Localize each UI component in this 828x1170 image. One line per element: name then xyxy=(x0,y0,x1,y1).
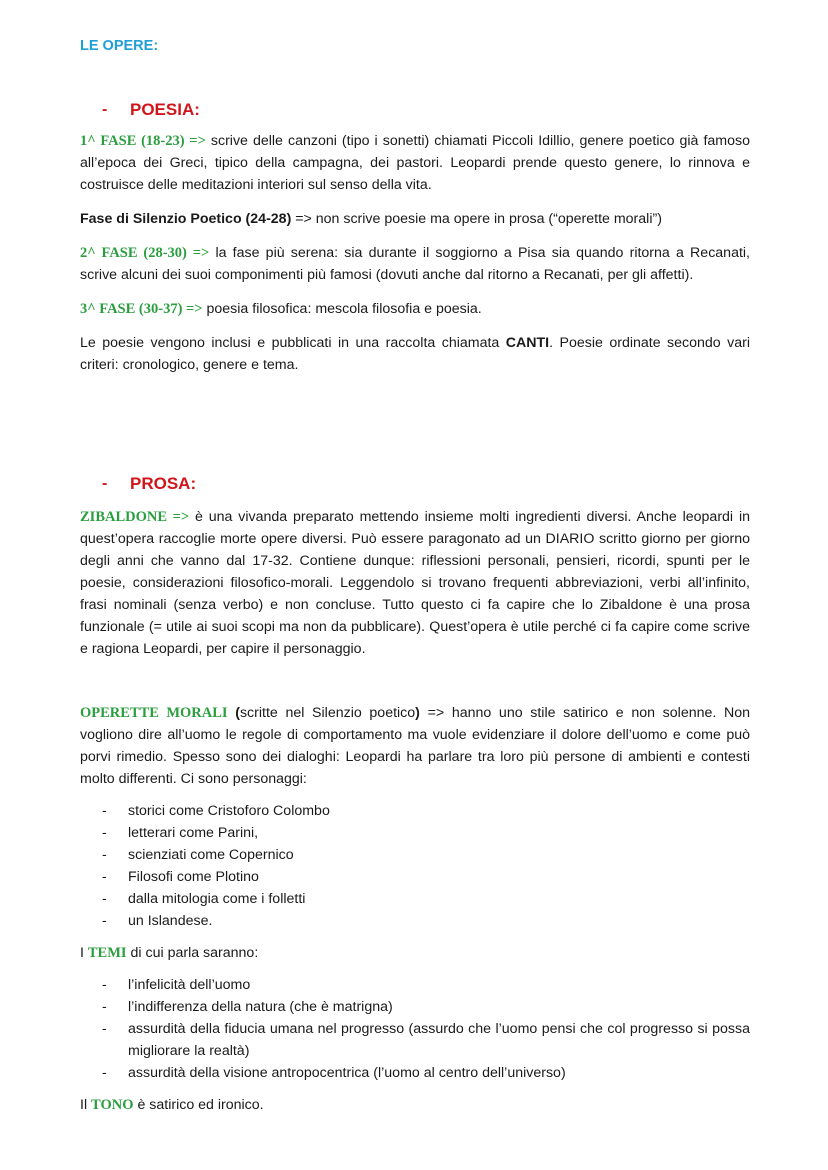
operette-label: OPERETTE MORALI xyxy=(80,705,228,721)
list-item-text: storici come Cristoforo Colombo xyxy=(128,803,330,819)
paragraph-operette xyxy=(80,702,750,790)
paragraph-tono xyxy=(80,1094,750,1116)
fase2-label: 2^ FASE (28-30) => xyxy=(80,245,210,261)
list-item: - l’indifferenza della natura (che è matrigna) xyxy=(80,996,750,1018)
zibaldone-text: è una vivanda preparato mettendo insieme molti ingredienti diversi. Anche leopardi in quest’opera raccoglie morte opere diversi. Può essere paragonato ad un DIARIO scritto giorno per giorno degli anni che vanno dal 17-32. Contiene dunque: riflessioni personali, pensieri, ricordi, spunti per le poesie, considerazioni filosofico-morali. Leggendolo si trovano frequenti abbreviazioni, verbi all’infinito, frasi nominali (senza verbo) e non concluse. Tutto questo ci fa capire che lo Zibaldone è una prosa funzionale (= utile ai suoi scopi ma non da pubblicare). Quest’opera è utile perché ci fa capire come scrive e ragiona Leopardi, per capire il personaggio. xyxy=(80,509,750,657)
list-item: - assurdità della visione antropocentrica (l’uomo al centro dell’universo) xyxy=(80,1062,750,1084)
list-item-text: assurdità della fiducia umana nel progresso (assurdo che l’uomo pensi che col progresso si possa migliorare la realtà) xyxy=(128,1021,750,1059)
paragraph-canti xyxy=(80,332,750,376)
list-item-text: l’indifferenza della natura (che è matrigna) xyxy=(128,999,393,1015)
list-item: - assurdità della fiducia umana nel progresso (assurdo che l’uomo pensi che col progresso si possa migliorare la realtà) xyxy=(80,1018,750,1062)
operette-paren-text: scritte nel Silenzio poetico xyxy=(239,705,416,721)
list-item-text: un Islandese. xyxy=(128,913,213,929)
list-item-text: scienziati come Copernico xyxy=(128,847,294,863)
paragraph-fase2 xyxy=(80,242,750,286)
temi-post: di cui parla saranno: xyxy=(126,945,259,961)
canti-post: . Poesie ordinate secondo vari criteri: cronologico, genere e tema. xyxy=(80,335,750,373)
fase2-text: la fase più serena: sia durante il soggiorno a Pisa sia quando ritorna a Recanati, scrive alcuni dei suoi componimenti più famosi (dovuti anche dal ritorno a Recanati, per gli affetti). xyxy=(80,245,750,283)
paragraph-fase3 xyxy=(80,298,750,320)
paragraph-temi xyxy=(80,942,750,964)
silenzio-text: => non scrive poesie ma opere in prosa (“operette morali”) xyxy=(291,211,662,227)
section-dash: - xyxy=(102,475,108,492)
list-item: - l’infelicità dell’uomo xyxy=(80,974,750,996)
tono-pre: Il xyxy=(80,1097,92,1113)
temi-pre: I xyxy=(80,945,88,961)
paragraph-fase1 xyxy=(80,130,750,196)
list-item-text: l’infelicità dell’uomo xyxy=(128,977,251,993)
list-item: - dalla mitologia come i folletti xyxy=(80,888,750,910)
list-item-text: assurdità della visione antropocentrica (l’uomo al centro dell’universo) xyxy=(128,1065,566,1081)
section-heading-prosa xyxy=(102,474,750,494)
list-item-text: letterari come Parini, xyxy=(128,825,259,841)
tono-label: TONO xyxy=(91,1097,134,1113)
tono-post: è satirico ed ironico. xyxy=(133,1097,264,1113)
operette-text: => hanno uno stile satirico e non solenne. Non vogliono dire all’uomo le regole di comportamento ma vuole evidenziare il dolore dell’uomo e come può porvi rimedio. Spesso sono dei dialoghi: Leopardi ha parlare tra loro più persone di ambienti e contesti molto differenti. Ci sono personaggi: xyxy=(80,705,751,787)
list-item: - Filosofi come Plotino xyxy=(80,866,750,888)
fase3-label: 3^ FASE (30-37) => xyxy=(80,301,203,317)
paragraph-zibaldone xyxy=(80,506,750,660)
canti-bold: CANTI xyxy=(505,335,550,351)
list-temi xyxy=(80,974,750,1084)
section-title: POESIA: xyxy=(130,100,200,119)
fase3-text: poesia filosofica: mescola filosofia e poesia. xyxy=(202,301,482,317)
silenzio-label: Fase di Silenzio Poetico (24-28) xyxy=(80,211,292,227)
fase1-text: scrive delle canzoni (tipo i sonetti) chiamati Piccoli Idillio, genere poetico già famoso all’epoca dei Greci, tipico della campagna, dei pastori. Leopardi prende questo genere, lo rinnova e costruisce delle meditazioni interiori sul senso della vita. xyxy=(80,133,750,193)
paragraph-silenzio xyxy=(80,208,750,230)
section-dash: - xyxy=(102,101,108,118)
section-title: PROSA: xyxy=(130,474,197,493)
list-personaggi xyxy=(80,800,750,932)
list-item-text: dalla mitologia come i folletti xyxy=(128,891,306,907)
list-item: - storici come Cristoforo Colombo xyxy=(80,800,750,822)
canti-pre: Le poesie vengono inclusi e pubblicati in una raccolta chiamata xyxy=(80,335,506,351)
zibaldone-label: ZIBALDONE => xyxy=(80,509,190,525)
document-page xyxy=(80,38,750,1116)
paren-close: ) xyxy=(415,705,420,721)
list-item: - letterari come Parini, xyxy=(80,822,750,844)
paren-open: ( xyxy=(227,705,240,721)
section-heading-poesia xyxy=(102,100,750,120)
temi-label: TEMI xyxy=(87,945,127,961)
page-title: LE OPERE: xyxy=(80,38,159,54)
list-item: - un Islandese. xyxy=(80,910,750,932)
list-item: - scienziati come Copernico xyxy=(80,844,750,866)
fase1-label: 1^ FASE (18-23) => xyxy=(80,133,206,149)
list-item-text: Filosofi come Plotino xyxy=(128,869,259,885)
